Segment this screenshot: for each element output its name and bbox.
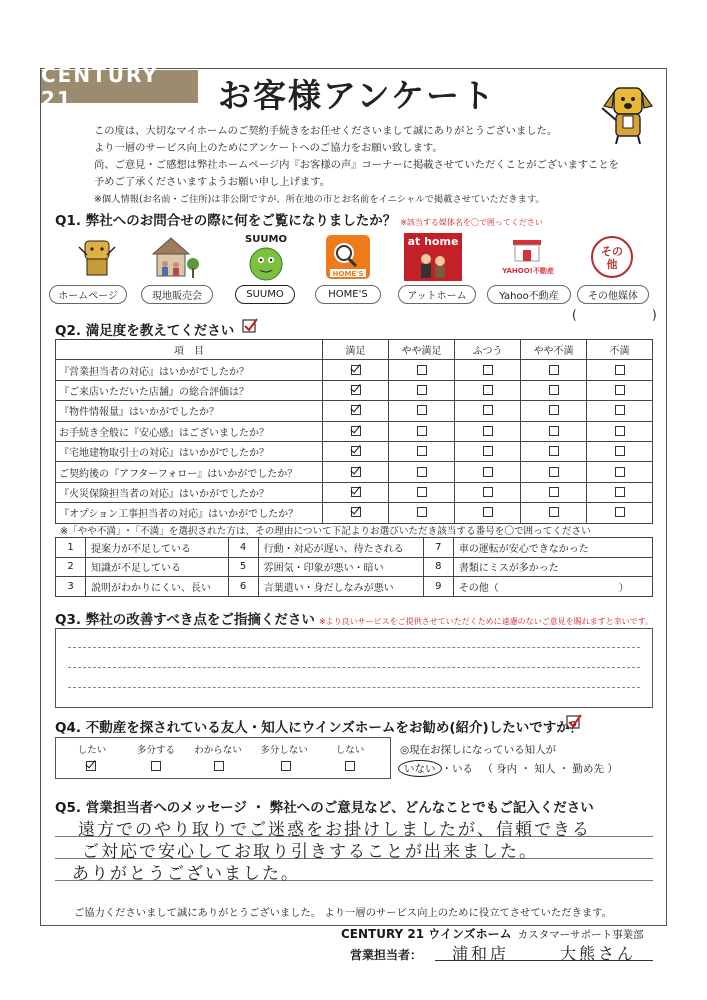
checkbox-satisfied[interactable] [351,365,361,375]
satisfaction-row [56,503,653,523]
page-title: お客様アンケート [218,76,497,115]
q4-options [55,737,391,779]
checkbox-somewhat-satisfied[interactable] [417,405,427,415]
q3-note: ※より良いサービスをご提供させていただくために遠慮のないご意見を賜れますと幸いです。 [318,617,653,626]
reason-text: 説明がわかりにくい、長い [86,577,229,597]
col-item: 項 目 [56,340,323,360]
checkbox-somewhat-satisfied[interactable] [417,426,427,436]
satisfaction-cell [389,421,455,441]
satisfaction-row [56,401,653,421]
checkbox-neutral[interactable] [483,385,493,395]
satisfaction-cell [587,380,653,400]
reason-row [56,557,653,577]
mascot-icon [71,233,123,281]
q2-title: Q2. 満足度を教えてください [55,323,235,339]
checkbox-satisfied[interactable] [351,507,361,517]
q3-line [68,687,640,688]
satisfaction-cell [389,360,455,380]
satisfaction-item-label: 『宅地建物取引士の対応』はいかがでしたか？ [56,441,323,461]
checkbox-satisfied[interactable] [351,487,361,497]
q4-checkbox-probably-not[interactable] [281,761,291,771]
satisfaction-cell [455,380,521,400]
q4-acquaintance-label: ◎現在お探しになっている知人が [400,744,557,756]
satisfaction-cell [323,360,389,380]
satisfaction-cell [323,380,389,400]
checkbox-somewhat-unsatisfied[interactable] [549,507,559,517]
checkbox-neutral[interactable] [483,446,493,456]
q5-handwritten-line-1: 遠方でのやり取りでご迷惑をお掛けしましたが、信頼できる [78,820,591,840]
satisfaction-cell [521,462,587,482]
q1-option-athome[interactable]: アットホーム [398,285,476,304]
col-somewhat-satisfied: やや満足 [389,340,455,360]
reason-text: 知識が不足している [86,557,229,577]
reason-number[interactable]: 5 [228,557,258,577]
satisfaction-cell [521,401,587,421]
checkbox-unsatisfied[interactable] [615,405,625,415]
department: カスタマーサポート事業部 [517,929,644,941]
checkbox-unsatisfied[interactable] [615,487,625,497]
reason-number[interactable]: 9 [423,577,453,597]
reason-number[interactable]: 6 [228,577,258,597]
reason-number[interactable]: 2 [56,557,86,577]
checkbox-neutral[interactable] [483,467,493,477]
checkbox-unsatisfied[interactable] [615,467,625,477]
svg-text:他: 他 [606,258,618,271]
col-satisfied: 満足 [323,340,389,360]
reason-text: 車の運転が安心できなかった [453,538,652,558]
satisfaction-cell [323,421,389,441]
reason-text: その他（ ） [453,577,652,597]
checkbox-neutral[interactable] [483,487,493,497]
satisfaction-cell [521,441,587,461]
yahoo-house-icon [500,233,556,281]
satisfaction-item-label: 『オプション工事担当者の対応』はいかがでしたか？ [56,503,323,523]
checkbox-somewhat-satisfied[interactable] [417,446,427,456]
satisfaction-cell [455,421,521,441]
satisfaction-cell [389,380,455,400]
checkbox-satisfied[interactable] [351,385,361,395]
satisfaction-cell [323,503,389,523]
satisfaction-item-label: お手続き全般に『安心感』はございましたか？ [56,421,323,441]
satisfaction-row [56,441,653,461]
q5-handwritten-line-2: ご対応で安心してお取り引きすることが出来ました。 [82,842,538,862]
checkbox-somewhat-unsatisfied[interactable] [549,385,559,395]
checkbox-unsatisfied[interactable] [615,426,625,436]
q4-detail: （ 身内 ・ 知人 ・ 勤め先 ） [482,763,618,775]
satisfaction-row [56,482,653,502]
checkbox-neutral[interactable] [483,507,493,517]
col-unsatisfied: 不満 [587,340,653,360]
store-name: 浦和店 [452,944,510,963]
satisfaction-cell [389,441,455,461]
reason-text: 提案力が不足している [86,538,229,558]
q4-none-selected[interactable]: いない [398,760,442,777]
q4-checkbox-no[interactable] [345,761,355,771]
satisfaction-item-label: 『火災保険担当者の対応』はいかがでしたか？ [56,482,323,502]
svg-text:HOME'S: HOME'S [332,270,364,278]
century21-logo: CENTURY 21 [41,70,198,103]
q1-note: ※該当する媒体名を〇で囲ってください [400,218,543,227]
checkbox-satisfied[interactable] [351,426,361,436]
satisfaction-cell [389,401,455,421]
satisfaction-cell [323,401,389,421]
q1-option-suumo-selected[interactable]: SUUMO [235,285,295,304]
satisfaction-cell [587,441,653,461]
satisfaction-cell [455,401,521,421]
q4-checkbox-probably[interactable] [151,761,161,771]
satisfaction-cell [521,360,587,380]
checkbox-neutral[interactable] [483,405,493,415]
homes-icon [322,233,374,281]
q4-label-unknown: わからない [194,745,242,756]
q4-acquaintance-options: いない ・いる （ 身内 ・ 知人 ・ 勤め先 ） [398,760,618,777]
reason-text: 雰囲気・印象が悪い・暗い [258,557,423,577]
q4-title: Q4. 不動産を探されている友人・知人にウインズホームをお勧め(紹介)したいですか？ [55,720,584,736]
q4-label-probably: 多分する [136,745,175,756]
checkbox-somewhat-unsatisfied[interactable] [549,487,559,497]
thanks-text: ご協力くださいまして誠にありがとうございました。 より一層のサービス向上のために役立てさせていただきます。 [74,907,612,919]
satisfaction-cell [455,462,521,482]
satisfaction-cell [521,482,587,502]
satisfaction-cell [587,401,653,421]
satisfaction-cell [587,360,653,380]
satisfaction-cell [389,503,455,523]
satisfaction-table [55,339,653,524]
checkmark-icon [242,318,258,334]
q1-other-paren-close: ) [652,308,657,322]
staff-label: 営業担当者： [350,948,423,962]
satisfaction-cell [455,503,521,523]
q1-option-homes[interactable]: HOME'S [315,285,381,304]
col-neutral: ふつう [455,340,521,360]
q5-title: Q5. 営業担当者へのメッセージ ・ 弊社へのご意見など、どんなことでもご記入ください [55,800,594,816]
svg-text:その: その [601,245,623,258]
q4-checkbox-want[interactable] [86,761,96,771]
checkbox-somewhat-satisfied[interactable] [417,507,427,517]
checkbox-somewhat-unsatisfied[interactable] [549,426,559,436]
checkbox-neutral[interactable] [483,365,493,375]
reason-number[interactable]: 3 [56,577,86,597]
satisfaction-item-label: ご契約後の『アフターフォロー』はいかがでしたか？ [56,462,323,482]
satisfaction-cell [587,421,653,441]
satisfaction-item-label: 『営業担当者の対応』はいかがでしたか？ [56,360,323,380]
checkbox-somewhat-unsatisfied[interactable] [549,365,559,375]
q4-present[interactable]: いる [452,763,473,775]
checkbox-unsatisfied[interactable] [615,365,625,375]
svg-text:SUUMO: SUUMO [245,234,287,245]
reason-text: 行動・対応が遅い、待たされる [258,538,423,558]
satisfaction-cell [455,441,521,461]
satisfaction-row [56,360,653,380]
reason-row [56,577,653,597]
satisfaction-cell [521,503,587,523]
q1-option-homepage[interactable]: ホームページ [49,285,127,304]
house-icon [148,233,200,281]
satisfaction-cell [521,380,587,400]
checkmark-icon [566,714,582,730]
q4-label-probably-not: 多分しない [260,745,308,756]
satisfaction-row [56,462,653,482]
satisfaction-cell [323,462,389,482]
satisfaction-cell [389,482,455,502]
satisfaction-row [56,380,653,400]
checkbox-somewhat-satisfied[interactable] [417,385,427,395]
suumo-icon [240,233,292,281]
satisfaction-cell [587,462,653,482]
satisfaction-item-label: 『物件情報量』はいかがでしたか？ [56,401,323,421]
sonota-icon [586,233,638,281]
q4-label-want: したい [77,745,107,756]
q4-checkbox-unknown[interactable] [214,761,224,771]
q5-handwritten-line-3: ありがとうございました。 [72,864,300,884]
q1-other-paren-open: ( [572,308,577,322]
reason-text: 書類にミスが多かった [453,557,652,577]
q4-label-no: しない [335,745,365,756]
checkbox-satisfied[interactable] [351,467,361,477]
checkbox-satisfied[interactable] [351,405,361,415]
q3-title: Q3. 弊社の改善すべき点をご指摘ください ※より良いサービスをご提供させていただくために遠慮のないご意見を賜れますと幸いです。 [55,612,653,628]
q3-line [68,667,640,668]
q3-comment-area[interactable] [55,628,653,708]
satisfaction-cell [587,482,653,502]
q1-option-local-sale[interactable]: 現地販売会 [141,285,213,304]
reason-number[interactable]: 1 [56,538,86,558]
checkbox-somewhat-satisfied[interactable] [417,365,427,375]
reason-note: ※「やや不満」･「不満」を選択された方は、その理由について下記よりお選びいただき該当する番号を〇で囲ってください [60,526,591,537]
satisfaction-row [56,421,653,441]
checkbox-somewhat-satisfied[interactable] [417,487,427,497]
checkbox-somewhat-satisfied[interactable] [417,467,427,477]
checkbox-unsatisfied[interactable] [615,446,625,456]
reason-number[interactable]: 8 [423,557,453,577]
svg-text:at home: at home [407,235,459,248]
satisfaction-cell [587,503,653,523]
athome-icon [403,233,463,281]
satisfaction-cell [455,360,521,380]
checkbox-somewhat-unsatisfied[interactable] [549,446,559,456]
satisfaction-cell [521,421,587,441]
checkbox-unsatisfied[interactable] [615,507,625,517]
col-somewhat-unsatisfied: やや不満 [521,340,587,360]
satisfaction-item-label: 『ご来店いただいた店舗』の総合評価は？ [56,380,323,400]
svg-text:YAHOO!不動産: YAHOO!不動産 [502,267,554,275]
q1-title: Q1. 弊社へのお問合せの際に何をご覧になりましたか？ ※該当する媒体名を〇で囲ってください [55,213,543,229]
reason-number[interactable]: 7 [423,538,453,558]
satisfaction-cell [389,462,455,482]
reasons-table [55,537,653,597]
checkbox-somewhat-unsatisfied[interactable] [549,405,559,415]
reason-text: 言葉遣い・身だしなみが悪い [258,577,423,597]
satisfaction-cell [455,482,521,502]
checkbox-neutral[interactable] [483,426,493,436]
staff-underline [435,960,653,961]
reason-number[interactable]: 4 [228,538,258,558]
q1-option-yahoo[interactable]: Yahoo不動産 [487,285,571,304]
satisfaction-cell [323,441,389,461]
staff-name: 大熊さん [560,944,637,963]
checkbox-satisfied[interactable] [351,446,361,456]
q3-line [68,647,640,648]
reason-row [56,538,653,558]
intro-text: この度は、大切なマイホームのご契約手続きをお任せくださいまして誠にありがとうございました。 より一層のサービス向上のためにアンケートへのご協力をお願い致します。 尚、ご意見・ご感想は弊社ホームページ内『お客様の声』コーナーに掲載させていただくことがございますことを 予めご了承くださいますようお願い申し上げます。 ※個人情報(お名前・ご住所)は非公開ですが、所在地の市とお名前をイニシャルで掲載させていただきます。 [94,125,619,205]
checkbox-somewhat-unsatisfied[interactable] [549,467,559,477]
company-name: CENTURY 21 ウインズホーム カスタマーサポート事業部 [341,927,644,941]
satisfaction-cell [323,482,389,502]
checkbox-unsatisfied[interactable] [615,385,625,395]
q1-option-other[interactable]: その他媒体 [577,285,649,304]
